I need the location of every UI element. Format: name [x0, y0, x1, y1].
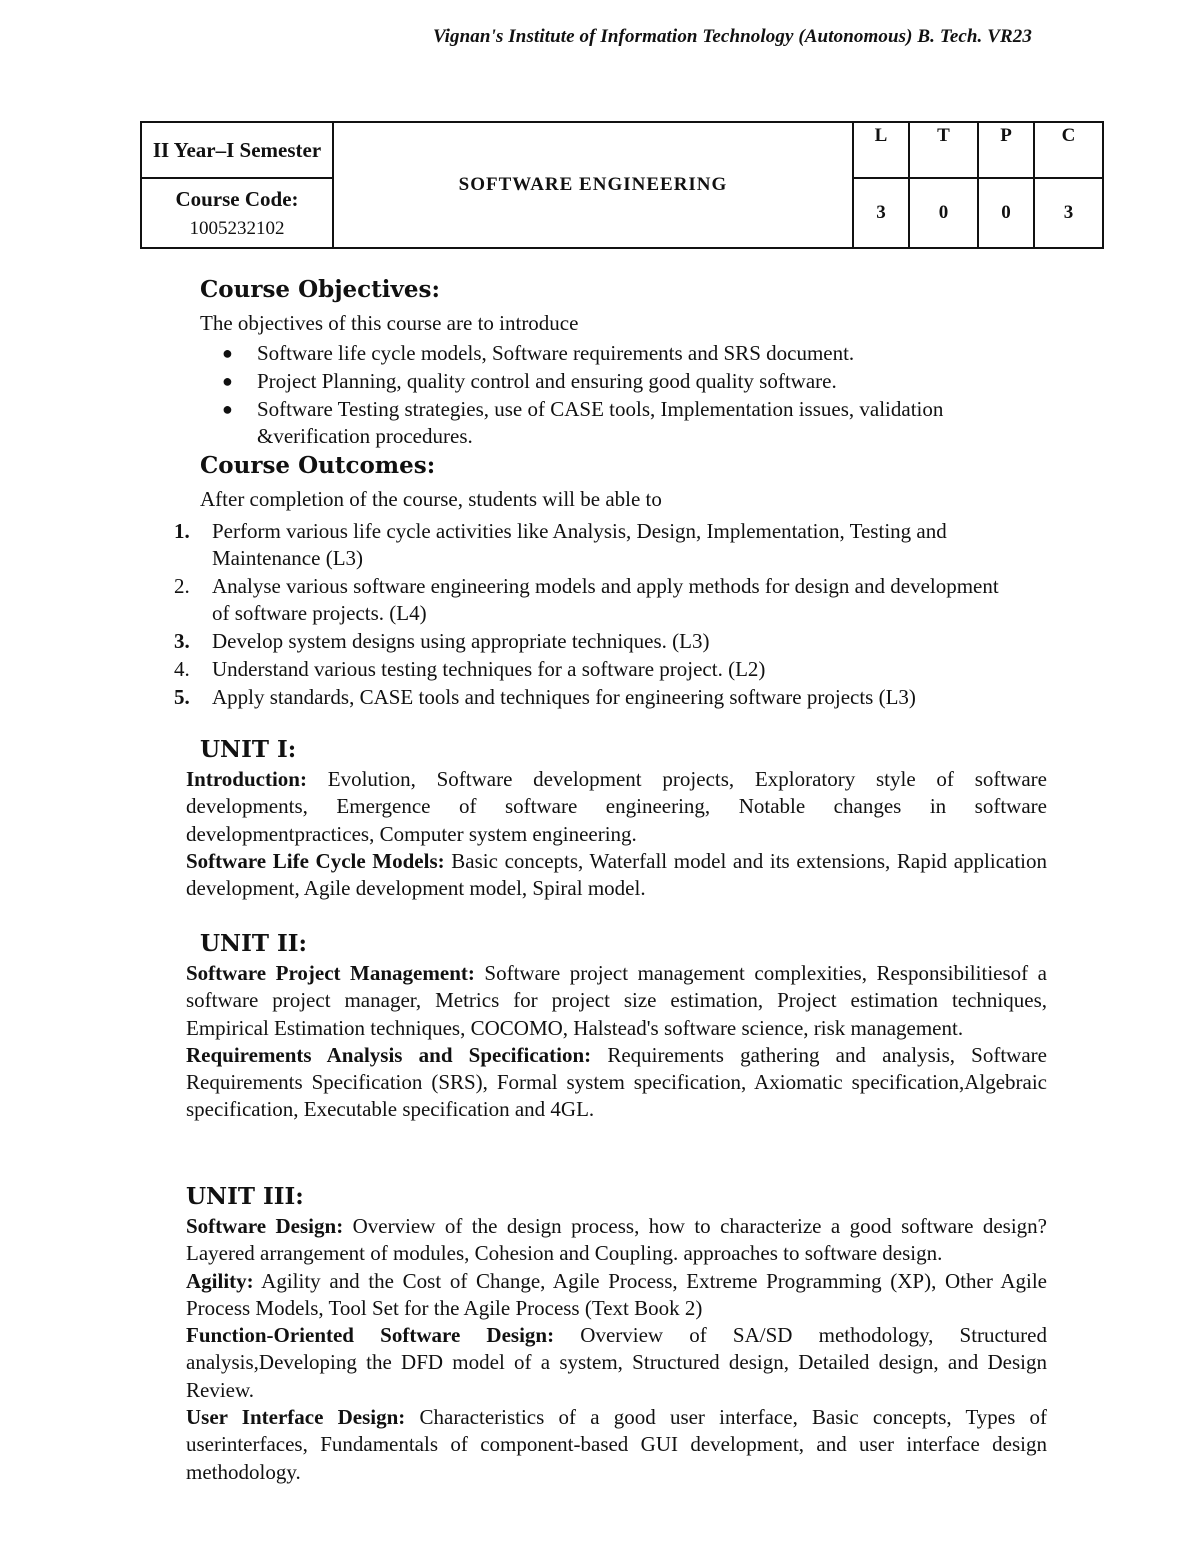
- unit-1-heading: UNIT I:: [200, 736, 297, 763]
- outcome-number: 5.: [174, 685, 190, 709]
- course-code-cell: [141, 178, 333, 248]
- unit-3-body: [186, 1213, 1047, 1486]
- unit-paragraph: Introduction: Evolution, Software development projects, Exploratory style of software developments, Emergence of software engineering, Notable changes in software developmentpractices, Computer system engineering.: [186, 767, 1047, 846]
- bullet-icon: ●: [222, 343, 233, 363]
- objective-item: ● Software Testing strategies, use of CASE tools, Implementation issues, validation &verification procedures.: [222, 397, 944, 448]
- unit-paragraph: Requirements Analysis and Specification: Requirements gathering and analysis, Software Requirements Specification (SRS), Formal system specification, Axiomatic specification,Algebraic specification, Executable specification and 4GL.: [186, 1042, 1047, 1122]
- outcomes-list: [174, 518, 1004, 712]
- ltpc-header-t: T: [909, 122, 978, 178]
- outcome-item: 4. Understand various testing techniques for a software project. (L2): [174, 657, 766, 681]
- unit-paragraph: Software Project Management: Software project management complexities, Responsibilitiesof a software project manager, Metrics for project size estimation, Project estimation techniques, Empirical Estimation techniques, COCOMO, Halstead's software science, risk management.: [186, 961, 1047, 1040]
- outcome-item: 3. Develop system designs using appropriate techniques. (L3): [174, 629, 710, 653]
- outcome-number: 3.: [174, 629, 190, 653]
- unit-paragraph: Agility: Agility and the Cost of Change, Agile Process, Extreme Programming (XP), Other Agile Process Models, Tool Set for the Agile Process (Text Book 2): [186, 1268, 1047, 1320]
- ltpc-header-l: L: [853, 122, 909, 178]
- ltpc-header-c: C: [1034, 122, 1103, 178]
- unit-1-body: [186, 766, 1047, 902]
- course-title: SOFTWARE ENGINEERING: [333, 122, 853, 248]
- objective-item: ● Project Planning, quality control and ensuring good quality software.: [222, 369, 837, 393]
- ltpc-value-t: 0: [909, 178, 978, 248]
- outcome-item: 2. Analyse various software engineering models and apply methods for design and development of software projects. (L4): [174, 574, 999, 625]
- unit-2-heading: UNIT II:: [200, 930, 307, 957]
- unit-paragraph: User Interface Design: Characteristics of a good user interface, Basic concepts, Types of userinterfaces, Fundamentals of component-based GUI development, and user interface design methodology.: [186, 1405, 1047, 1484]
- outcome-item: 1. Perform various life cycle activities like Analysis, Design, Implementation, Testing and Maintenance (L3): [174, 519, 947, 570]
- objective-item: ● Software life cycle models, Software requirements and SRS document.: [222, 341, 855, 365]
- objectives-list: [220, 340, 1050, 451]
- bullet-icon: ●: [222, 371, 233, 391]
- outcome-number: 1.: [174, 519, 190, 543]
- outcome-number: 4.: [174, 657, 190, 681]
- course-code-value: 1005232102: [189, 217, 285, 239]
- outcomes-intro: After completion of the course, students will be able to: [200, 487, 662, 511]
- outcome-number: 2.: [174, 574, 190, 598]
- unit-paragraph: Software Life Cycle Models: Basic concepts, Waterfall model and its extensions, Rapid application development, Agile development model, Spiral model.: [186, 848, 1048, 901]
- semester-cell: II Year–I Semester: [141, 122, 333, 178]
- document-header: Vignan's Institute of Information Technology (Autonomous) B. Tech. VR23: [432, 26, 1032, 47]
- ltpc-value-l: 3: [853, 178, 909, 248]
- course-code-label: Course Code:: [175, 186, 299, 211]
- unit-paragraph: Software Design: Overview of the design process, how to characterize a good software design? Layered arrangement of modules, Cohesion and Coupling. approaches to software design.: [186, 1214, 1047, 1266]
- outcomes-heading: Course Outcomes:: [200, 452, 436, 479]
- outcome-item: 5. Apply standards, CASE tools and techniques for engineering software projects (L3): [174, 685, 916, 709]
- unit-3-heading: UNIT III:: [186, 1183, 304, 1210]
- course-info-table: [140, 121, 1104, 249]
- objectives-intro: The objectives of this course are to introduce: [200, 311, 579, 335]
- unit-paragraph: Function-Oriented Software Design: Overview of SA/SD methodology, Structured analysis,Developing the DFD model of a system, Structured design, Detailed design, and Design Review.: [186, 1323, 1047, 1402]
- ltpc-value-c: 3: [1034, 178, 1103, 248]
- bullet-icon: ●: [222, 399, 233, 419]
- objectives-heading: Course Objectives:: [200, 276, 440, 303]
- ltpc-value-p: 0: [978, 178, 1034, 248]
- unit-2-body: [186, 960, 1047, 1124]
- ltpc-header-p: P: [978, 122, 1034, 178]
